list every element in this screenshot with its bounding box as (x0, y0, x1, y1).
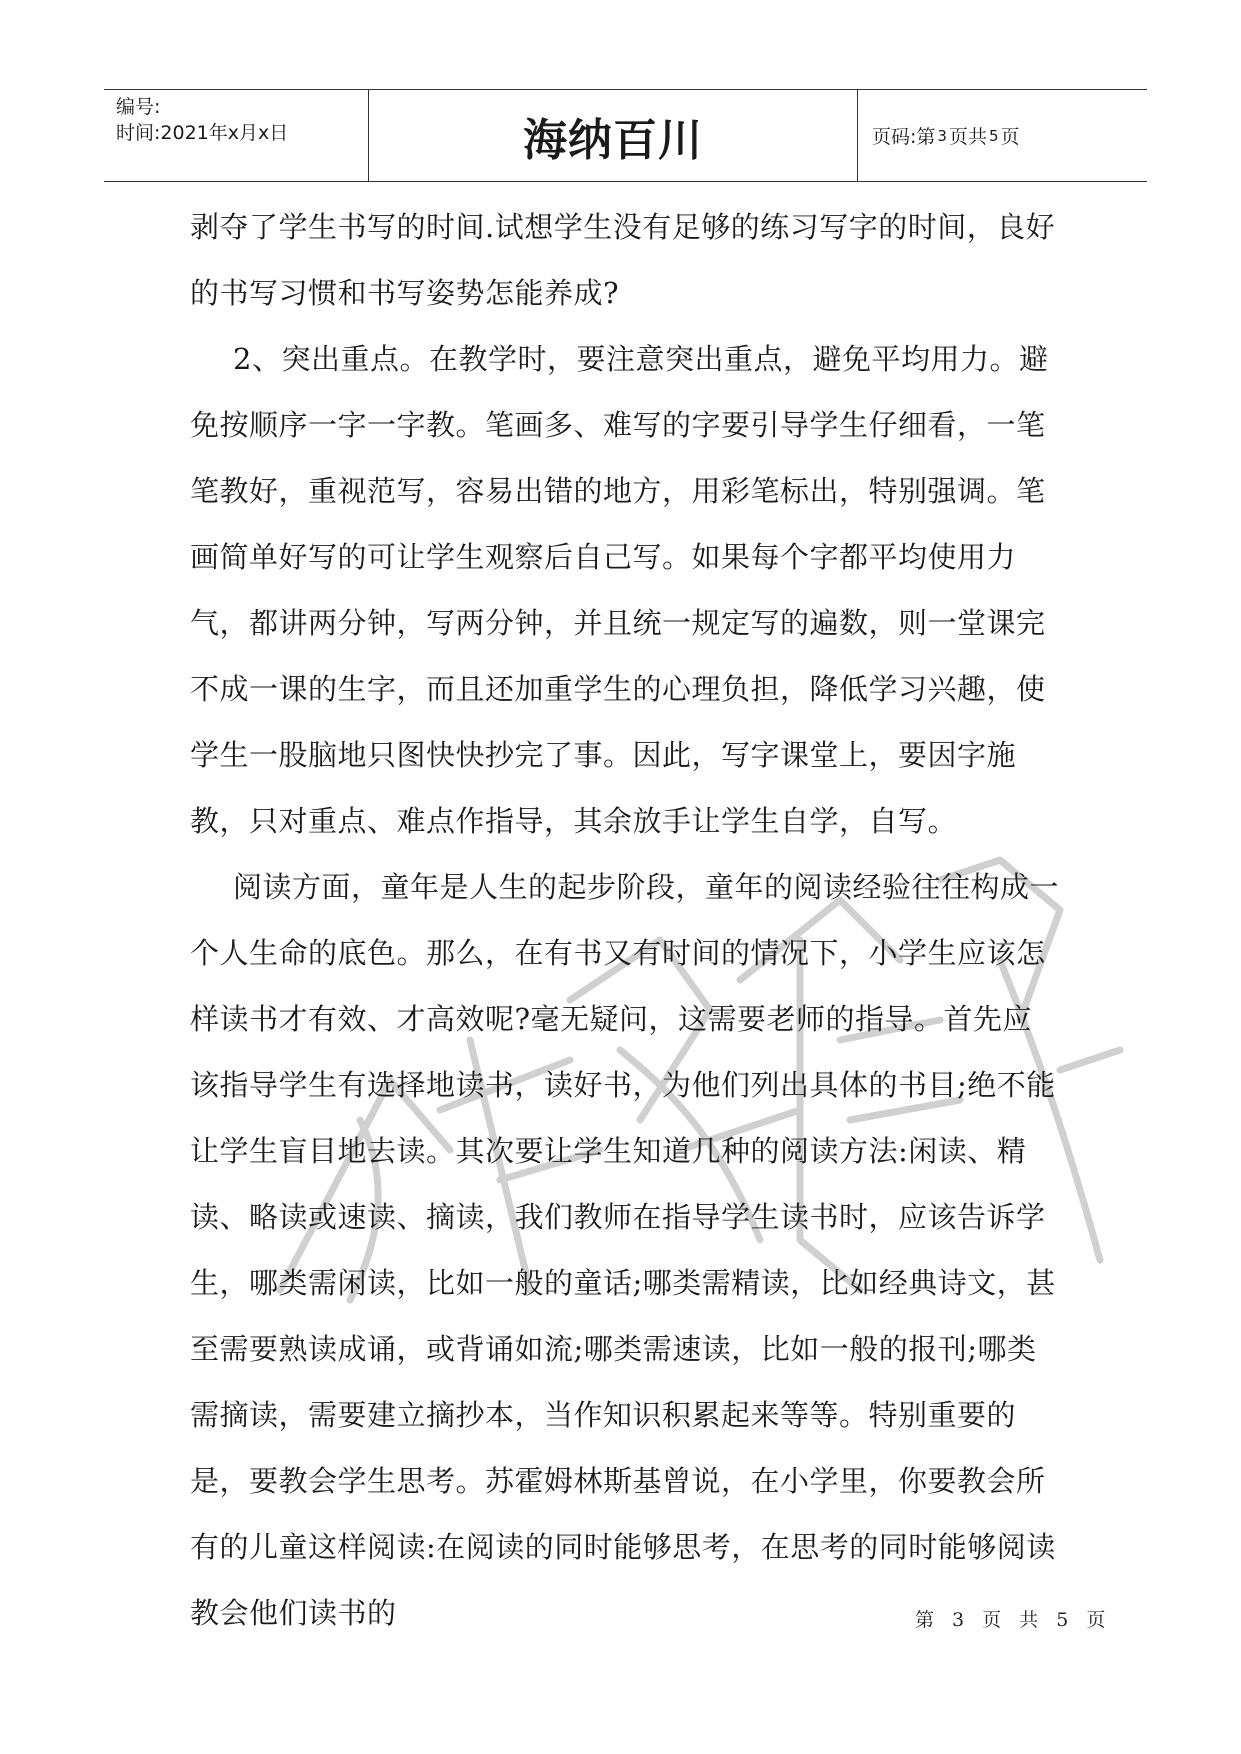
page-label-suffix: 页 (1000, 126, 1020, 148)
page-header (104, 89, 1147, 182)
paragraph-3: 阅读方面，童年是人生的起步阶段，童年的阅读经验往往构成一个人生命的底色。那么，在有书又有时间的情况下，小学生应该怎样读书才有效、才高效呢?毫无疑问，这需要老师的指导。首先应该指导学生有选择地读书，读好书，为他们列出具体的书目;绝不能让学生盲目地去读。其次要让学生知道几种的阅读方法:闲读、精读、略读或速读、摘读，我们教师在指导学生读书时，应该告诉学生，哪类需闲读，比如一般的童话;哪类需精读，比如经典诗文，甚至需要熟读成诵，或背诵如流;哪类需速读，比如一般的报刊;哪类需摘读，需要建立摘抄本，当作知识积累起来等等。特别重要的是，要教会学生思考。苏霍姆林斯基曾说，在小学里，你要教会所有的儿童这样阅读:在阅读的同时能够思考，在思考的同时能够阅读教会他们读书的 (190, 870, 1060, 1630)
header-meta-cell (104, 90, 369, 181)
document-number-label: 编号: (116, 96, 161, 118)
page-current-number: 3 (937, 126, 947, 145)
document-time-label: 时间:2021年x月x日 (116, 122, 289, 144)
header-page-cell (858, 90, 1147, 181)
page-label-prefix: 页码:第 (872, 126, 936, 148)
paragraph-2: 2、突出重点。在教学时，要注意突出重点，避免平均用力。避免按顺序一字一字教。笔画多、难写的字要引导学生仔细看，一笔笔教好，重视范写，容易出错的地方，用彩笔标出，特别强调。笔画简单好写的可让学生观察后自己写。如果每个字都平均使用力气，都讲两分钟，写两分钟，并且统一规定写的遍数，则一堂课完不成一课的生字，而且还加重学生的心理负担，降低学习兴趣，使学生一股脑地只图快快抄完了事。因此，写字课堂上，要因字施教，只对重点、难点作指导，其余放手让学生自学，自写。 (190, 342, 1049, 838)
brand-title: 海纳百川 (523, 114, 703, 166)
page-label-mid: 页共 (948, 126, 987, 148)
paragraph-1: 剥夺了学生书写的时间.试想学生没有足够的练习写字的时间，良好的书写习惯和书写姿势怎能养成? (190, 210, 1056, 310)
header-brand-cell (369, 90, 858, 181)
page-footer: 第 3 页 共 5 页 (915, 1609, 1112, 1631)
page-total-number: 5 (988, 126, 999, 145)
document-body (190, 194, 1060, 1646)
